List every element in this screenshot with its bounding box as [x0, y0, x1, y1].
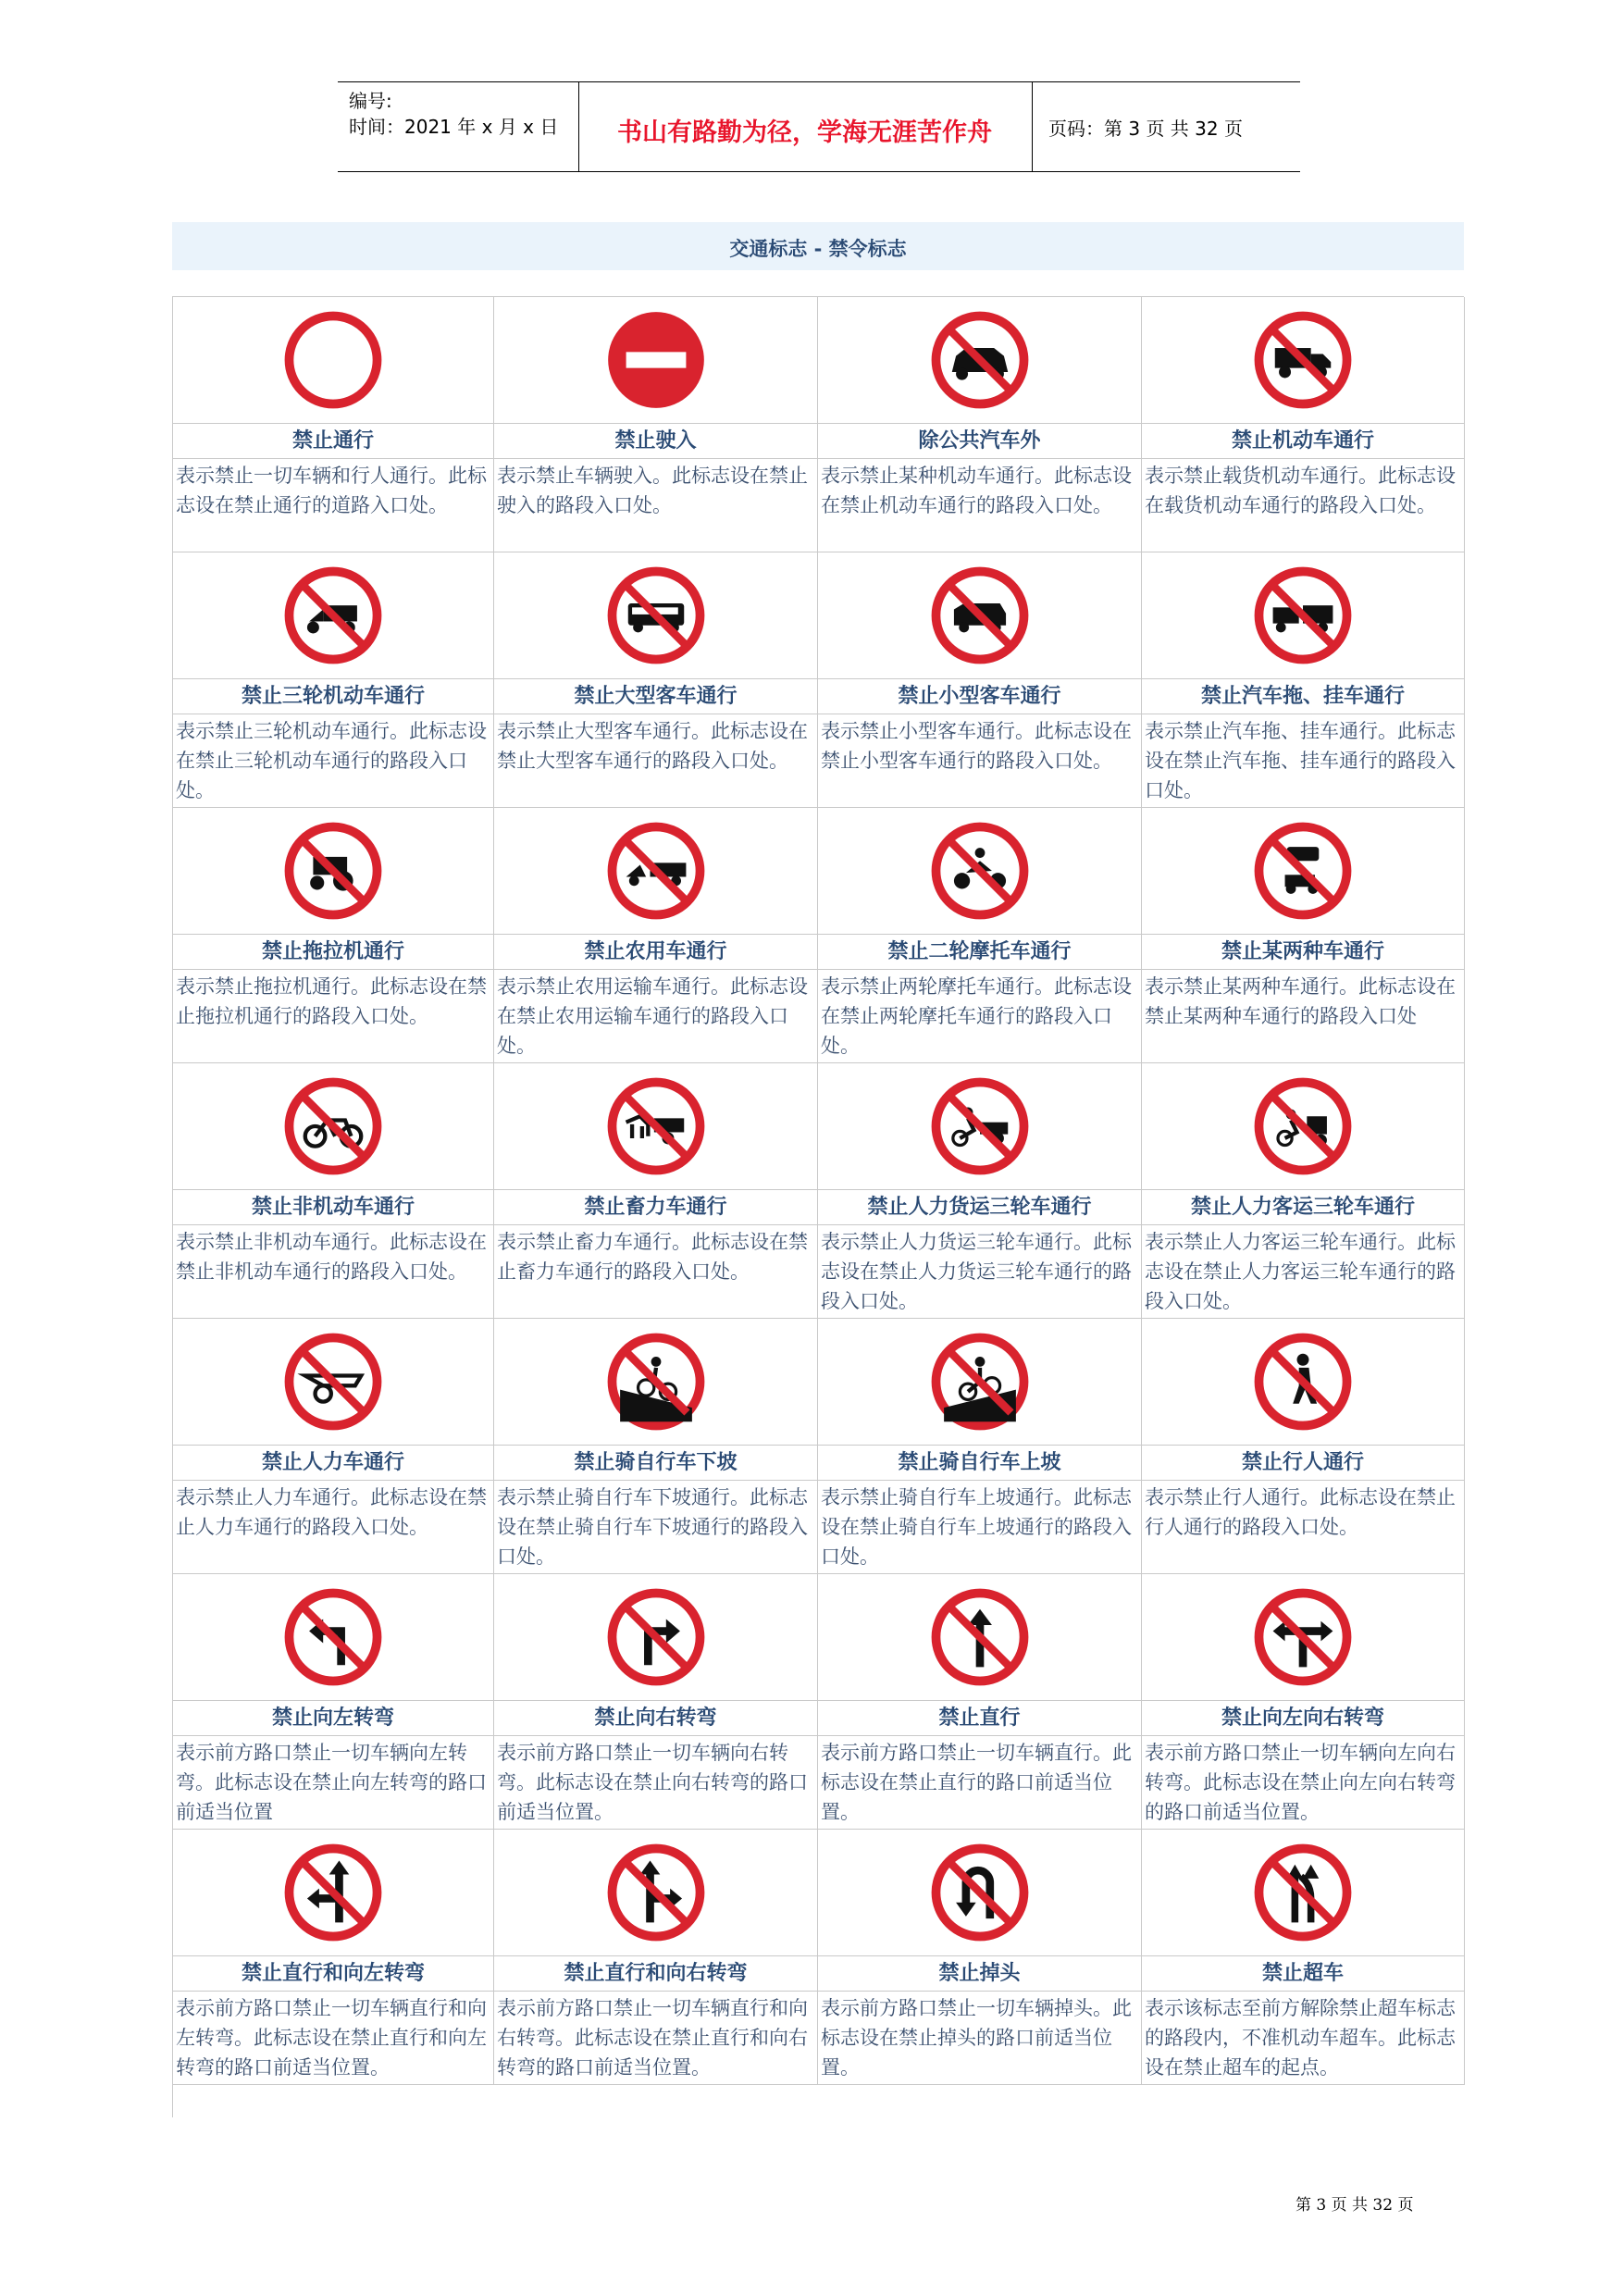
sign-image-cell [1142, 808, 1465, 935]
sign-image-cell [494, 1063, 818, 1190]
sign-description: 表示禁止畜力车通行。此标志设在禁止畜力车通行的路段入口处。 [494, 1225, 818, 1319]
no-truck-icon [1253, 310, 1353, 410]
sign-name: 禁止行人通行 [1142, 1446, 1465, 1481]
no-straight-left-icon [283, 1843, 383, 1942]
no-trailer-icon [1253, 565, 1353, 665]
sign-image-cell [494, 1830, 818, 1956]
sign-description: 表示禁止大型客车通行。此标志设在禁止大型客车通行的路段入口处。 [494, 714, 818, 808]
sign-name: 禁止畜力车通行 [494, 1190, 818, 1225]
sign-image-cell [818, 808, 1142, 935]
sign-name: 禁止骑自行车下坡 [494, 1446, 818, 1481]
sign-description: 表示禁止小型客车通行。此标志设在禁止小型客车通行的路段入口处。 [818, 714, 1142, 808]
sign-image-cell [494, 1319, 818, 1446]
sign-description: 表示禁止一切车辆和行人通行。此标志设在禁止通行的道路入口处。 [173, 459, 494, 552]
sign-name: 禁止某两种车通行 [1142, 935, 1465, 970]
sign-description: 表示禁止车辆驶入。此标志设在禁止驶入的路段入口处。 [494, 459, 818, 552]
sign-description: 表示禁止骑自行车下坡通行。此标志设在禁止骑自行车下坡通行的路段入口处。 [494, 1481, 818, 1574]
sign-description: 表示禁止骑自行车上坡通行。此标志设在禁止骑自行车上坡通行的路段入口处。 [818, 1481, 1142, 1574]
sign-image-cell [818, 1830, 1142, 1956]
sign-image-cell [494, 808, 818, 935]
no-bicycle-downhill-icon [606, 1332, 706, 1432]
no-cargo-tricycle-icon [930, 1076, 1030, 1176]
signs-table [172, 296, 1464, 2117]
no-straight-right-icon [606, 1843, 706, 1942]
sign-description: 表示该标志至前方解除禁止超车标志的路段内，不准机动车超车。此标志设在禁止超车的起点。 [1142, 1992, 1465, 2085]
sign-image-cell [1142, 1574, 1465, 1701]
sign-name: 禁止向左向右转弯 [1142, 1701, 1465, 1736]
sign-name: 禁止三轮机动车通行 [173, 679, 494, 714]
no-entry-circle-icon [283, 310, 383, 410]
no-tractor-icon [283, 821, 383, 921]
no-overtaking-icon [1253, 1843, 1353, 1942]
sign-description: 表示前方路口禁止一切车辆向右转弯。此标志设在禁止向右转弯的路口前适当位置。 [494, 1736, 818, 1830]
no-tricycle-motor-icon [283, 565, 383, 665]
sign-image-cell [1142, 1063, 1465, 1190]
sign-name: 禁止非机动车通行 [173, 1190, 494, 1225]
sign-description: 表示禁止人力货运三轮车通行。此标志设在禁止人力货运三轮车通行的路段入口处。 [818, 1225, 1142, 1319]
no-minibus-icon [930, 565, 1030, 665]
sign-description: 表示前方路口禁止一切车辆向左向右转弯。此标志设在禁止向左向右转弯的路口前适当位置。 [1142, 1736, 1465, 1830]
sign-image-cell [173, 552, 494, 679]
sign-name: 禁止拖拉机通行 [173, 935, 494, 970]
sign-name: 禁止直行和向左转弯 [173, 1956, 494, 1992]
sign-name: 禁止农用车通行 [494, 935, 818, 970]
sign-name: 禁止驶入 [494, 424, 818, 459]
sign-name: 禁止大型客车通行 [494, 679, 818, 714]
sign-image-cell [818, 1319, 1142, 1446]
sign-name: 禁止通行 [173, 424, 494, 459]
sign-name: 禁止骑自行车上坡 [818, 1446, 1142, 1481]
no-bicycle-icon [283, 1076, 383, 1176]
sign-image-cell [1142, 297, 1465, 424]
no-two-vehicle-types-icon [1253, 821, 1353, 921]
no-farm-vehicle-icon [606, 821, 706, 921]
sign-image-cell [173, 1830, 494, 1956]
sign-image-cell [494, 1574, 818, 1701]
sign-description: 表示禁止某种机动车通行。此标志设在禁止机动车通行的路段入口处。 [818, 459, 1142, 552]
sign-name: 禁止人力车通行 [173, 1446, 494, 1481]
page-footer: 第 3 页 共 32 页 [1295, 2196, 1414, 2215]
sign-description: 表示前方路口禁止一切车辆掉头。此标志设在禁止掉头的路口前适当位置。 [818, 1992, 1142, 2085]
do-not-enter-icon [606, 310, 706, 410]
sign-description: 表示禁止人力车通行。此标志设在禁止人力车通行的路段入口处。 [173, 1481, 494, 1574]
sign-name: 禁止汽车拖、挂车通行 [1142, 679, 1465, 714]
header-time-label: 时间：2021 年 x 月 x 日 [349, 116, 559, 138]
sign-image-cell [818, 552, 1142, 679]
page-header [338, 81, 1300, 172]
header-divider [1032, 82, 1033, 171]
sign-description: 表示禁止汽车拖、挂车通行。此标志设在禁止汽车拖、挂车通行的路段入口处。 [1142, 714, 1465, 808]
sign-description: 表示禁止人力客运三轮车通行。此标志设在禁止人力客运三轮车通行的路段入口处。 [1142, 1225, 1465, 1319]
sign-name: 禁止人力货运三轮车通行 [818, 1190, 1142, 1225]
sign-description: 表示禁止拖拉机通行。此标志设在禁止拖拉机通行的路段入口处。 [173, 970, 494, 1063]
no-animal-cart-icon [606, 1076, 706, 1176]
no-u-turn-icon [930, 1843, 1030, 1942]
sign-image-cell [1142, 552, 1465, 679]
no-right-turn-icon [606, 1587, 706, 1687]
header-divider [578, 82, 579, 171]
sign-image-cell [1142, 1319, 1465, 1446]
sign-description: 表示禁止三轮机动车通行。此标志设在禁止三轮机动车通行的路段入口处。 [173, 714, 494, 808]
sign-description: 表示禁止非机动车通行。此标志设在禁止非机动车通行的路段入口处。 [173, 1225, 494, 1319]
sign-name: 禁止直行 [818, 1701, 1142, 1736]
sign-description: 表示禁止某两种车通行。此标志设在禁止某两种车通行的路段入口处 [1142, 970, 1465, 1063]
sign-image-cell [818, 1063, 1142, 1190]
sign-name: 禁止掉头 [818, 1956, 1142, 1992]
no-motor-vehicle-except-bus-icon [930, 310, 1030, 410]
no-bicycle-uphill-icon [930, 1332, 1030, 1432]
sign-description: 表示禁止载货机动车通行。此标志设在载货机动车通行的路段入口处。 [1142, 459, 1465, 552]
sign-description: 表示前方路口禁止一切车辆直行。此标志设在禁止直行的路口前适当位置。 [818, 1736, 1142, 1830]
sign-description: 表示前方路口禁止一切车辆直行和向左转弯。此标志设在禁止直行和向左转弯的路口前适当位置。 [173, 1992, 494, 2085]
no-left-turn-icon [283, 1587, 383, 1687]
sign-image-cell [1142, 1830, 1465, 1956]
no-pedestrian-icon [1253, 1332, 1353, 1432]
no-handcart-icon [283, 1332, 383, 1432]
sign-description: 表示禁止行人通行。此标志设在禁止行人通行的路段入口处。 [1142, 1481, 1465, 1574]
header-number-label: 编号: [349, 90, 392, 112]
sign-image-cell [173, 1063, 494, 1190]
no-motorcycle-icon [930, 821, 1030, 921]
sign-image-cell [818, 297, 1142, 424]
sign-name: 禁止向右转弯 [494, 1701, 818, 1736]
sign-name: 禁止机动车通行 [1142, 424, 1465, 459]
sign-name: 禁止直行和向右转弯 [494, 1956, 818, 1992]
header-page-label: 页码：第 3 页 共 32 页 [1048, 118, 1243, 140]
sign-name: 禁止人力客运三轮车通行 [1142, 1190, 1465, 1225]
no-straight-icon [930, 1587, 1030, 1687]
sign-name: 禁止小型客车通行 [818, 679, 1142, 714]
sign-image-cell [494, 552, 818, 679]
sign-image-cell [173, 297, 494, 424]
sign-image-cell [494, 297, 818, 424]
sign-description: 表示禁止两轮摩托车通行。此标志设在禁止两轮摩托车通行的路段入口处。 [818, 970, 1142, 1063]
sign-name: 禁止超车 [1142, 1956, 1465, 1992]
header-motto: 书山有路勤为径，学海无涯苦作舟 [617, 118, 992, 147]
sign-image-cell [173, 1319, 494, 1446]
sign-image-cell [173, 808, 494, 935]
sign-description: 表示前方路口禁止一切车辆向左转弯。此标志设在禁止向左转弯的路口前适当位置 [173, 1736, 494, 1830]
sign-name: 禁止二轮摩托车通行 [818, 935, 1142, 970]
sign-image-cell [818, 1574, 1142, 1701]
header-meta [349, 88, 558, 140]
sign-name: 禁止向左转弯 [173, 1701, 494, 1736]
sign-name: 除公共汽车外 [818, 424, 1142, 459]
sign-description: 表示前方路口禁止一切车辆直行和向右转弯。此标志设在禁止直行和向右转弯的路口前适当位置。 [494, 1992, 818, 2085]
no-bus-icon [606, 565, 706, 665]
section-title: 交通标志 - 禁令标志 [172, 222, 1464, 270]
no-passenger-tricycle-icon [1253, 1076, 1353, 1176]
sign-image-cell [173, 1574, 494, 1701]
sign-description: 表示禁止农用运输车通行。此标志设在禁止农用运输车通行的路段入口处。 [494, 970, 818, 1063]
no-left-right-turn-icon [1253, 1587, 1353, 1687]
